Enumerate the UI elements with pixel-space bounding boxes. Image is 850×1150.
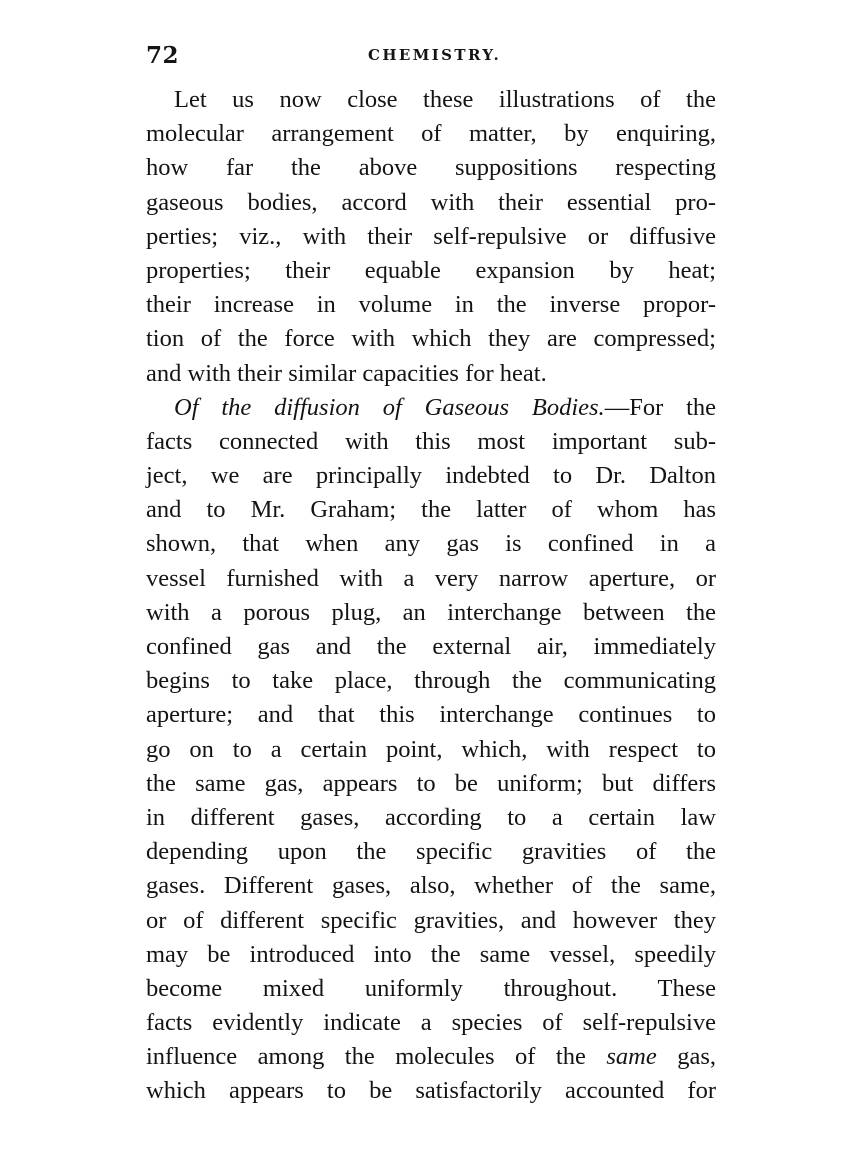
text-line: gaseous bodies, accord with their essential pro- [146,188,716,216]
text-line: tion of the force with which they are compressed; [146,325,716,353]
text-line: which appears to be satisfactorily accounted for [146,1077,716,1105]
text-line: begins to take place, through the communicating [146,667,716,695]
text-line: their increase in volume in the inverse propor- [146,291,716,319]
text-segment: gas, [656,1043,716,1071]
text-line: molecular arrangement of matter, by enquiring, [146,120,716,148]
text-line: shown, that when any gas is confined in a [146,530,716,558]
text-line: may be introduced into the same vessel, speedily [146,940,716,968]
text-line: or of different specific gravities, and however they [146,906,716,934]
body-text [146,83,716,1109]
text-line: become mixed uniformly throughout. These [146,974,716,1002]
text-segment: influence among the molecules of the [146,1043,607,1071]
text-line: aperture; and that this interchange continues to [146,701,716,729]
text-line [146,1040,716,1074]
text-line: facts connected with this most important sub- [146,427,716,455]
running-head [146,38,716,74]
text-line: vessel furnished with a very narrow aperture, or [146,564,716,592]
paragraph-diffusion-of-gases [146,391,716,1109]
emphasized-word: same [606,1043,657,1071]
text-line: the same gas, appears to be uniform; but differs [146,769,716,797]
text-line: Let us now close these illustrations of the [174,86,716,113]
text-line: facts evidently indicate a species of self-repulsive [146,1009,716,1037]
text-line: and to Mr. Graham; the latter of whom has [146,496,716,524]
text-line: gases. Different gases, also, whether of the same, [146,872,716,900]
page-number: 72 [146,42,180,69]
paragraph-molecular-arrangement [146,83,716,391]
section-heading: Of the diffusion of Gaseous Bodies. [174,393,605,421]
text-line: how far the above suppositions respecting [146,154,716,182]
text-line: confined gas and the external air, immediately [146,633,716,660]
text-line: go on to a certain point, which, with respect to [146,735,716,763]
text-line: in different gases, according to a certain law [146,803,716,831]
text-line: properties; their equable expansion by heat; [146,256,716,284]
text-line: and with their similar capacities for heat. [146,359,547,387]
text-line [146,391,716,425]
text-line: perties; viz., with their self-repulsive or diffusive [146,222,716,250]
running-title: CHEMISTRY. [368,46,502,64]
text-line: with a porous plug, an interchange between the [146,598,716,626]
text-line: depending upon the specific gravities of the [146,838,716,866]
heading-continuation: —For the [604,393,716,421]
text-line: ject, we are principally indebted to Dr. Dalton [146,462,716,490]
